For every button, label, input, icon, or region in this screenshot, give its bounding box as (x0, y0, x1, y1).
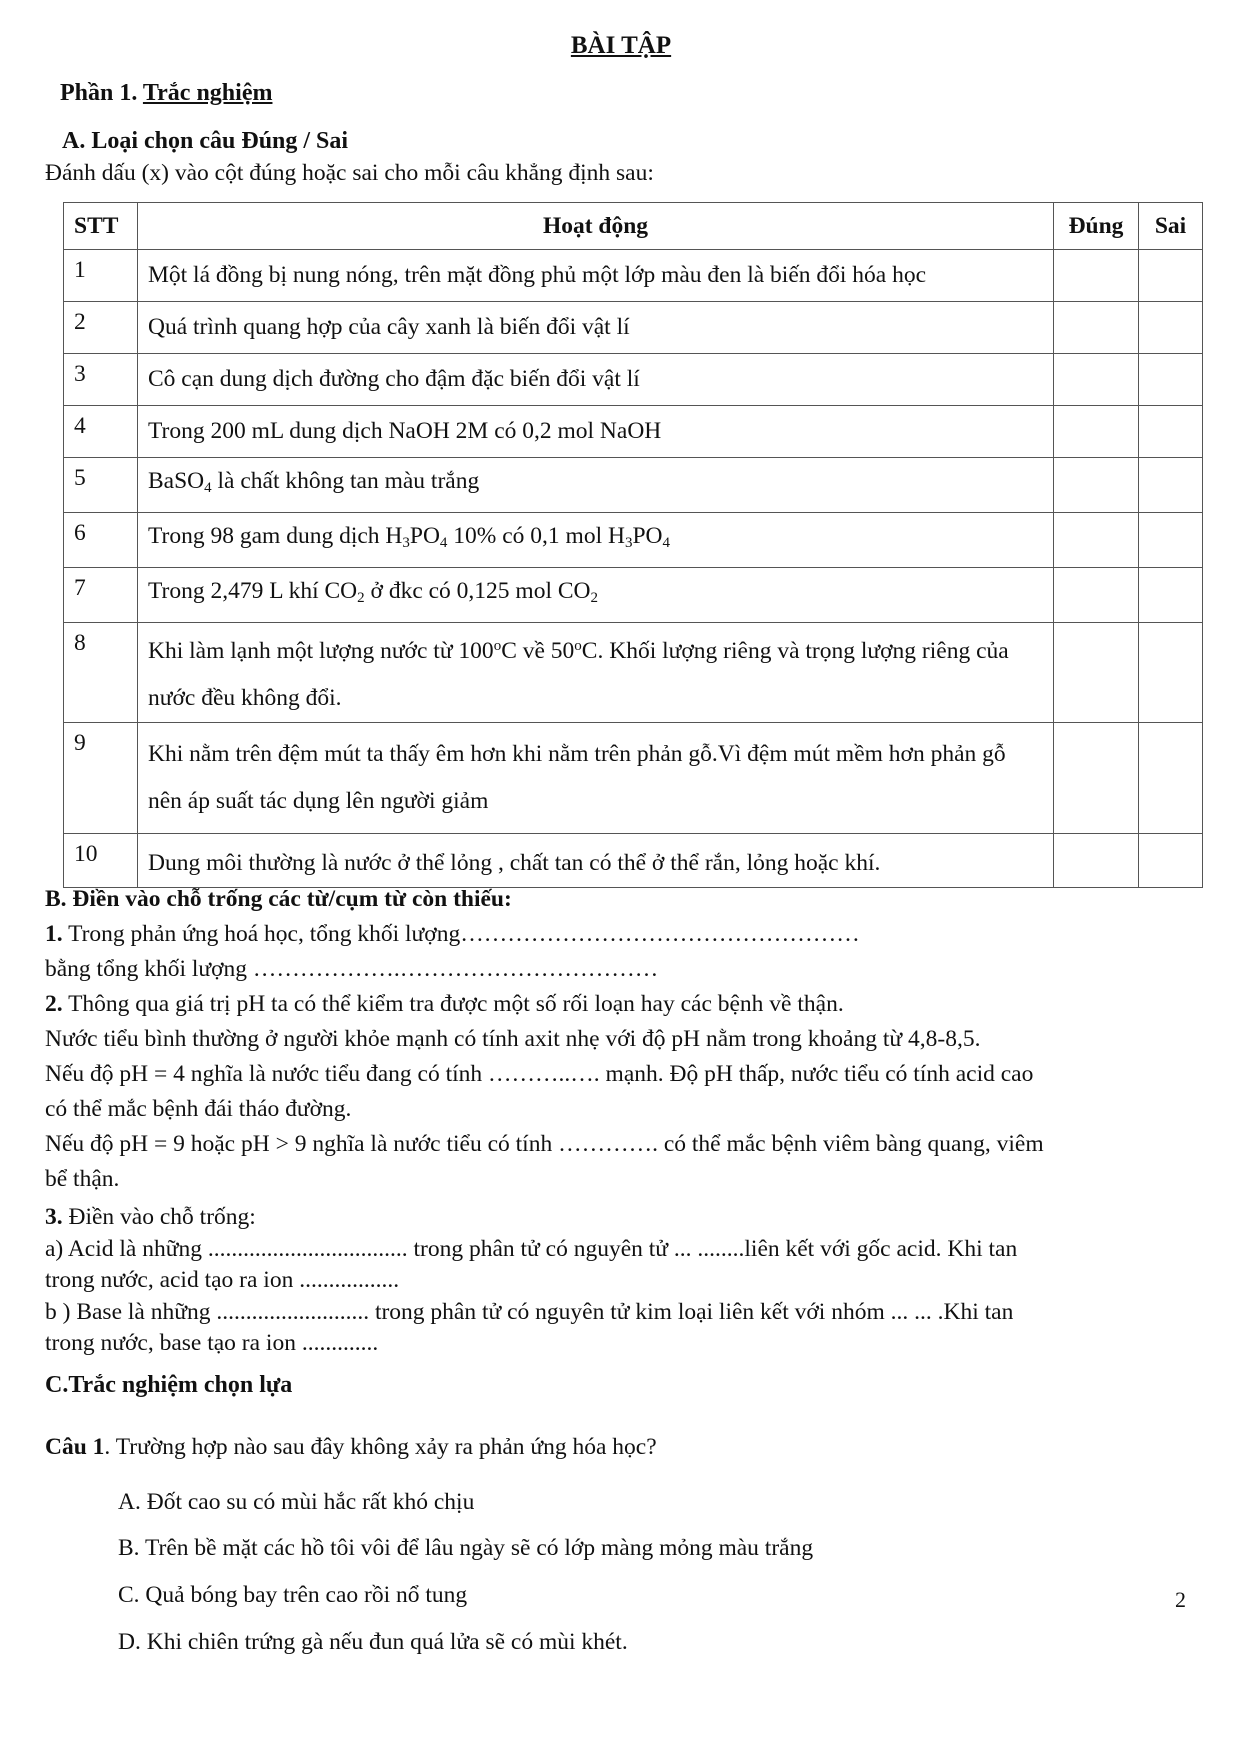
table-row (64, 623, 1203, 723)
false-answer-cell[interactable] (1139, 458, 1203, 513)
row-number: 7 (64, 568, 138, 623)
true-false-table (63, 202, 1203, 888)
true-answer-cell[interactable] (1054, 250, 1139, 302)
question-number: 1. (45, 921, 63, 947)
fill-question-3-line-2: a) Acid là những .................................. trong phân tử có nguyên tử ... ........liên kết với gốc acid. Khi tan (45, 1235, 1018, 1262)
false-answer-cell[interactable] (1139, 406, 1203, 458)
true-answer-cell[interactable] (1054, 723, 1139, 834)
section-b-heading: B. Điền vào chỗ trống các từ/cụm từ còn thiếu: (45, 886, 512, 912)
true-answer-cell[interactable] (1054, 834, 1139, 888)
false-answer-cell[interactable] (1139, 354, 1203, 406)
fill-question-2-line-3: Nếu độ pH = 4 nghĩa là nước tiểu đang có tính ………..…. mạnh. Độ pH thấp, nước tiểu có tính acid cao (45, 1061, 1034, 1087)
false-answer-cell[interactable] (1139, 623, 1203, 723)
question-text: . Trường hợp nào sau đây không xảy ra phản ứng hóa học? (104, 1434, 657, 1460)
section-a-heading: A. Loại chọn câu Đúng / Sai (62, 128, 349, 154)
row-number: 9 (64, 723, 138, 834)
fill-question-3 (45, 1202, 1215, 1360)
true-answer-cell[interactable] (1054, 513, 1139, 568)
false-answer-cell[interactable] (1139, 250, 1203, 302)
fill-question-3-line-4: b ) Base là những .......................... trong phân tử có nguyên tử kim loại liên kết với nhóm ... ... .Khi tan (45, 1298, 1014, 1325)
page-title: BÀI TẬP (570, 32, 672, 59)
false-answer-cell[interactable] (1139, 513, 1203, 568)
row-statement: Khi làm lạnh một lượng nước từ 100$^o$C về 50$^o$C. Khối lượng riêng và trọng lượng riêng của nước đều không đổi. (138, 623, 1054, 723)
fill-question-2-line-4: có thể mắc bệnh đái tháo đường. (45, 1096, 352, 1122)
page-number: 2 (1175, 1587, 1186, 1612)
true-answer-cell[interactable] (1054, 623, 1139, 723)
section-c-heading: C.Trắc nghiệm chọn lựa (45, 1372, 293, 1398)
part-1-prefix: Phần 1. (60, 80, 143, 106)
row-statement: Trong 200 mL dung dịch NaOH 2M có 0,2 mol NaOH (138, 406, 1054, 458)
fill-question-2-line-2: Nước tiểu bình thường ở người khỏe mạnh có tính axit nhẹ với độ pH nằm trong khoảng từ 4,8-8,5. (45, 1026, 981, 1052)
true-answer-cell[interactable] (1054, 302, 1139, 354)
true-answer-cell[interactable] (1054, 406, 1139, 458)
row-statement: Dung môi thường là nước ở thể lỏng , chất tan có thể ở thể rắn, lỏng hoặc khí. (138, 834, 1054, 888)
row-statement: Trong 2,479 L khí $CO_2$ ở đkc có 0,125 mol $CO_2$ (138, 568, 1054, 623)
false-answer-cell[interactable] (1139, 834, 1203, 888)
row-number: 10 (64, 834, 138, 888)
row-statement: Cô cạn dung dịch đường cho đậm đặc biến đổi vật lí (138, 354, 1054, 406)
true-answer-cell[interactable] (1054, 568, 1139, 623)
fill-question-1-line-1: 1. Trong phản ứng hoá học, tổng khối lượng…………………………………………… (45, 921, 860, 947)
fill-question-3-line-5: trong nước, base tạo ra ion ............. (45, 1330, 379, 1357)
fill-question-2-line-6: bể thận. (45, 1166, 120, 1192)
question-number: 3. (45, 1204, 63, 1230)
table-row (64, 406, 1203, 458)
row-statement: BaSO$_4$ là chất không tan màu trắng (138, 458, 1054, 513)
mc-option-a[interactable]: A. Đốt cao su có mùi hắc rất khó chịu (118, 1489, 475, 1515)
row-number: 6 (64, 513, 138, 568)
true-answer-cell[interactable] (1054, 354, 1139, 406)
fill-question-2-line-5: Nếu độ pH = 9 hoặc pH > 9 nghĩa là nước tiểu có tính …………. có thể mắc bệnh viêm bàng quang, viêm (45, 1131, 1044, 1157)
table-row (64, 302, 1203, 354)
row-number: 3 (64, 354, 138, 406)
row-number: 1 (64, 250, 138, 302)
row-number: 2 (64, 302, 138, 354)
false-answer-cell[interactable] (1139, 302, 1203, 354)
mc-option-d[interactable]: D. Khi chiên trứng gà nếu đun quá lửa sẽ có mùi khét. (118, 1629, 628, 1655)
row-statement: Khi nằm trên đệm mút ta thấy êm hơn khi nằm trên phản gỗ.Vì đệm mút mềm hơn phản gỗ nên áp suất tác dụng lên người giảm (138, 723, 1054, 834)
mc-option-c[interactable]: C. Quả bóng bay trên cao rồi nổ tung (118, 1582, 468, 1608)
part-1-name: Trắc nghiệm (142, 80, 273, 106)
true-answer-cell[interactable] (1054, 458, 1139, 513)
table-row (64, 834, 1203, 888)
header-stt: STT (64, 203, 138, 250)
header-false: Sai (1139, 203, 1203, 250)
row-statement: Trong 98 gam dung dịch $H_3PO_4$ 10% có 0,1 mol $H_3PO_4$ (138, 513, 1054, 568)
row-number: 4 (64, 406, 138, 458)
header-true: Đúng (1054, 203, 1139, 250)
fill-question-2-line-1: 2. Thông qua giá trị pH ta có thể kiểm tra được một số rối loạn hay các bệnh về thận. (45, 991, 844, 1017)
row-number: 5 (64, 458, 138, 513)
false-answer-cell[interactable] (1139, 568, 1203, 623)
table-row (64, 513, 1203, 568)
mc-question-1 (45, 1432, 657, 1463)
section-b (45, 882, 1215, 1197)
table-row (64, 723, 1203, 834)
section-a-instruction: Đánh dấu (x) vào cột đúng hoặc sai cho mỗi câu khẳng định sau: (45, 160, 654, 186)
question-label: Câu 1 (45, 1434, 105, 1460)
false-answer-cell[interactable] (1139, 723, 1203, 834)
header-activity: Hoạt động (138, 203, 1054, 250)
part-1-heading (60, 78, 272, 109)
mc-option-b[interactable]: B. Trên bề mặt các hồ tôi vôi để lâu ngày sẽ có lớp màng mỏng màu trắng (118, 1535, 814, 1561)
row-statement: Quá trình quang hợp của cây xanh là biến đổi vật lí (138, 302, 1054, 354)
table-row (64, 250, 1203, 302)
fill-question-3-line-1: 3. Điền vào chỗ trống: (45, 1204, 256, 1230)
row-number: 8 (64, 623, 138, 723)
table-header-row (64, 203, 1203, 250)
table-row (64, 568, 1203, 623)
table-row (64, 354, 1203, 406)
question-number: 2. (45, 991, 63, 1017)
table-row (64, 458, 1203, 513)
row-statement: Một lá đồng bị nung nóng, trên mặt đồng phủ một lớp màu đen là biến đổi hóa học (138, 250, 1054, 302)
fill-question-3-line-3: trong nước, acid tạo ra ion ................. (45, 1267, 400, 1294)
fill-question-1-line-2: bằng tổng khối lượng ……………….…………………………… (45, 956, 659, 982)
